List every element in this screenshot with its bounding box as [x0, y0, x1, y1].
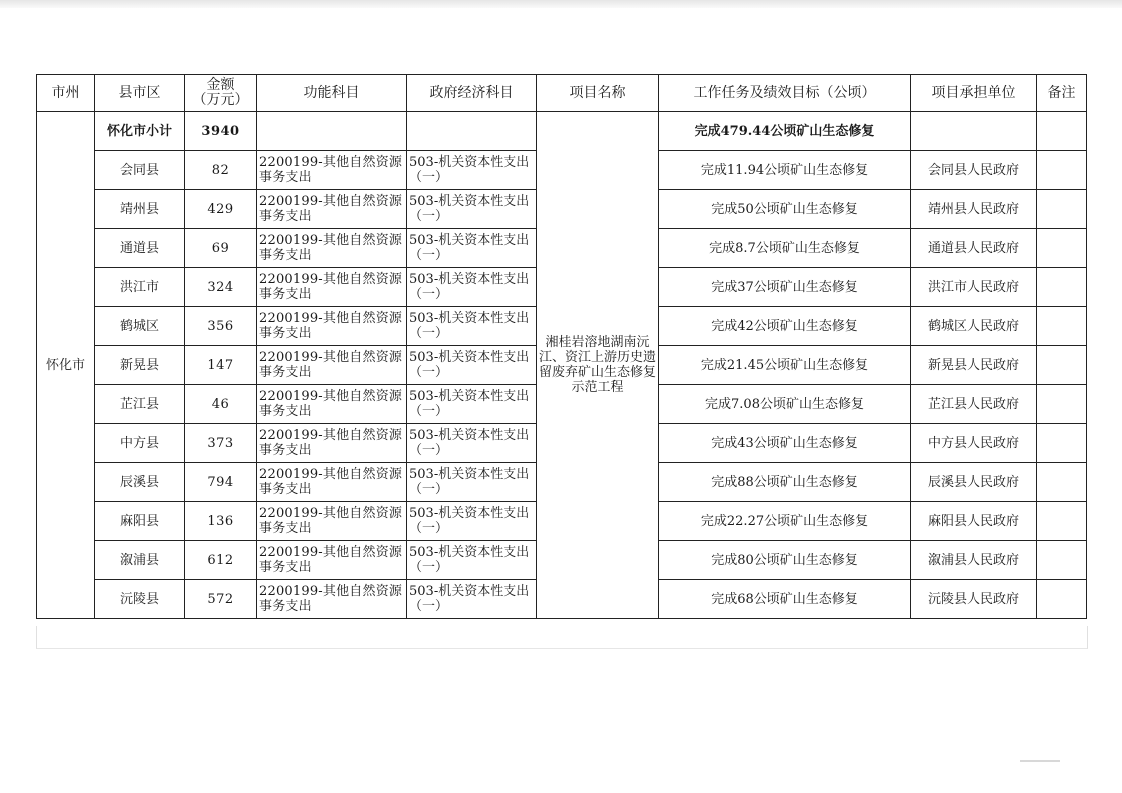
- task-cell: 完成88公顷矿山生态修复: [659, 463, 911, 502]
- task-cell: 完成8.7公顷矿山生态修复: [659, 229, 911, 268]
- header-unit: 项目承担单位: [911, 75, 1037, 112]
- amount-cell: 69: [185, 229, 257, 268]
- econ-subject-cell: 503-机关资本性支出（一）: [407, 268, 537, 307]
- note-cell: [1037, 268, 1087, 307]
- unit-cell: 芷江县人民政府: [911, 385, 1037, 424]
- header-amount: [185, 75, 257, 112]
- econ-subject-cell: 503-机关资本性支出（一）: [407, 463, 537, 502]
- subtotal-econ-subject: [407, 112, 537, 151]
- county-cell: 沅陵县: [95, 580, 185, 619]
- amount-cell: 147: [185, 346, 257, 385]
- task-cell: 完成68公顷矿山生态修复: [659, 580, 911, 619]
- note-cell: [1037, 346, 1087, 385]
- note-cell: [1037, 229, 1087, 268]
- function-subject-cell: 2200199-其他自然资源事务支出: [257, 346, 407, 385]
- county-cell: 新晃县: [95, 346, 185, 385]
- unit-cell: 溆浦县人民政府: [911, 541, 1037, 580]
- task-cell: 完成37公顷矿山生态修复: [659, 268, 911, 307]
- note-cell: [1037, 190, 1087, 229]
- function-subject-cell: 2200199-其他自然资源事务支出: [257, 502, 407, 541]
- note-cell: [1037, 307, 1087, 346]
- amount-cell: 356: [185, 307, 257, 346]
- county-cell: 鹤城区: [95, 307, 185, 346]
- function-subject-cell: 2200199-其他自然资源事务支出: [257, 541, 407, 580]
- amount-cell: 324: [185, 268, 257, 307]
- function-subject-cell: 2200199-其他自然资源事务支出: [257, 463, 407, 502]
- header-city: 市州: [37, 75, 95, 112]
- amount-cell: 794: [185, 463, 257, 502]
- task-cell: 完成21.45公顷矿山生态修复: [659, 346, 911, 385]
- task-cell: 完成42公顷矿山生态修复: [659, 307, 911, 346]
- county-cell: 辰溪县: [95, 463, 185, 502]
- project-name-cell: 湘桂岩溶地湖南沅江、资江上游历史遗留废弃矿山生态修复示范工程: [537, 112, 659, 619]
- county-cell: 会同县: [95, 151, 185, 190]
- funding-table: [36, 74, 1087, 619]
- header-econ-subject: 政府经济科目: [407, 75, 537, 112]
- econ-subject-cell: 503-机关资本性支出（一）: [407, 307, 537, 346]
- subtotal-note: [1037, 112, 1087, 151]
- unit-cell: 洪江市人民政府: [911, 268, 1037, 307]
- task-cell: 完成11.94公顷矿山生态修复: [659, 151, 911, 190]
- econ-subject-cell: 503-机关资本性支出（一）: [407, 229, 537, 268]
- econ-subject-cell: 503-机关资本性支出（一）: [407, 424, 537, 463]
- unit-cell: 中方县人民政府: [911, 424, 1037, 463]
- county-cell: 溆浦县: [95, 541, 185, 580]
- econ-subject-cell: 503-机关资本性支出（一）: [407, 346, 537, 385]
- function-subject-cell: 2200199-其他自然资源事务支出: [257, 580, 407, 619]
- unit-cell: 辰溪县人民政府: [911, 463, 1037, 502]
- unit-cell: 麻阳县人民政府: [911, 502, 1037, 541]
- scan-top-edge: [0, 0, 1122, 8]
- header-task: 工作任务及绩效目标（公顷）: [659, 75, 911, 112]
- unit-cell: 靖州县人民政府: [911, 190, 1037, 229]
- task-cell: 完成80公顷矿山生态修复: [659, 541, 911, 580]
- task-cell: 完成22.27公顷矿山生态修复: [659, 502, 911, 541]
- function-subject-cell: 2200199-其他自然资源事务支出: [257, 190, 407, 229]
- task-cell: 完成50公顷矿山生态修复: [659, 190, 911, 229]
- econ-subject-cell: 503-机关资本性支出（一）: [407, 580, 537, 619]
- city-cell: 怀化市: [37, 112, 95, 619]
- function-subject-cell: 2200199-其他自然资源事务支出: [257, 151, 407, 190]
- header-amount-line2: （万元）: [192, 92, 249, 108]
- county-cell: 麻阳县: [95, 502, 185, 541]
- amount-cell: 82: [185, 151, 257, 190]
- unit-cell: 新晃县人民政府: [911, 346, 1037, 385]
- subtotal-amount: 3940: [185, 112, 257, 151]
- function-subject-cell: 2200199-其他自然资源事务支出: [257, 268, 407, 307]
- faded-continuation-row: [36, 626, 1088, 649]
- function-subject-cell: 2200199-其他自然资源事务支出: [257, 229, 407, 268]
- econ-subject-cell: 503-机关资本性支出（一）: [407, 502, 537, 541]
- amount-cell: 373: [185, 424, 257, 463]
- econ-subject-cell: 503-机关资本性支出（一）: [407, 541, 537, 580]
- header-county: 县市区: [95, 75, 185, 112]
- task-cell: 完成43公顷矿山生态修复: [659, 424, 911, 463]
- function-subject-cell: 2200199-其他自然资源事务支出: [257, 424, 407, 463]
- amount-cell: 572: [185, 580, 257, 619]
- amount-cell: 136: [185, 502, 257, 541]
- subtotal-unit: [911, 112, 1037, 151]
- amount-cell: 46: [185, 385, 257, 424]
- unit-cell: 通道县人民政府: [911, 229, 1037, 268]
- note-cell: [1037, 541, 1087, 580]
- unit-cell: 沅陵县人民政府: [911, 580, 1037, 619]
- county-cell: 靖州县: [95, 190, 185, 229]
- header-note: 备注: [1037, 75, 1087, 112]
- county-cell: 芷江县: [95, 385, 185, 424]
- econ-subject-cell: 503-机关资本性支出（一）: [407, 151, 537, 190]
- econ-subject-cell: 503-机关资本性支出（一）: [407, 385, 537, 424]
- note-cell: [1037, 424, 1087, 463]
- function-subject-cell: 2200199-其他自然资源事务支出: [257, 385, 407, 424]
- note-cell: [1037, 151, 1087, 190]
- county-cell: 洪江市: [95, 268, 185, 307]
- note-cell: [1037, 385, 1087, 424]
- county-cell: 通道县: [95, 229, 185, 268]
- header-function-subject: 功能科目: [257, 75, 407, 112]
- task-cell: 完成7.08公顷矿山生态修复: [659, 385, 911, 424]
- header-project-name: 项目名称: [537, 75, 659, 112]
- econ-subject-cell: 503-机关资本性支出（一）: [407, 190, 537, 229]
- subtotal-task: 完成479.44公顷矿山生态修复: [659, 112, 911, 151]
- amount-cell: 429: [185, 190, 257, 229]
- subtotal-function-subject: [257, 112, 407, 151]
- subtotal-row: [37, 112, 1087, 151]
- subtotal-label: 怀化市小计: [95, 112, 185, 151]
- unit-cell: 鹤城区人民政府: [911, 307, 1037, 346]
- header-row: [37, 75, 1087, 112]
- amount-cell: 612: [185, 541, 257, 580]
- header-amount-line1: 金额: [206, 77, 235, 93]
- function-subject-cell: 2200199-其他自然资源事务支出: [257, 307, 407, 346]
- scan-mark: [1020, 760, 1060, 762]
- note-cell: [1037, 463, 1087, 502]
- note-cell: [1037, 502, 1087, 541]
- note-cell: [1037, 580, 1087, 619]
- county-cell: 中方县: [95, 424, 185, 463]
- unit-cell: 会同县人民政府: [911, 151, 1037, 190]
